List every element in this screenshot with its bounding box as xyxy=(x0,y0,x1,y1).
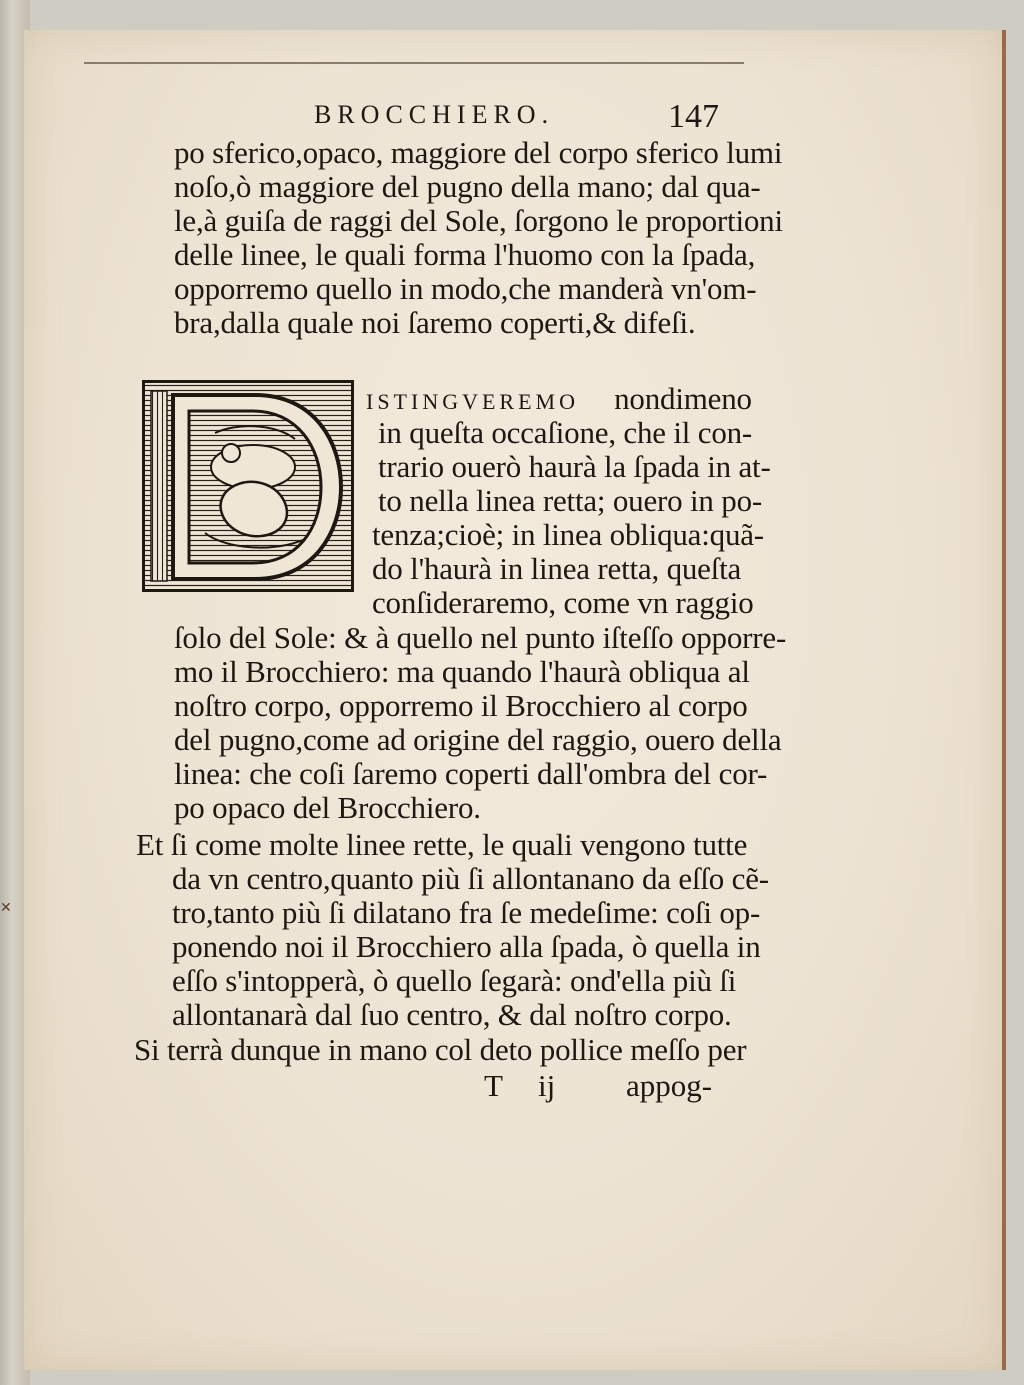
text-line: noſo,ò maggiore del pugno della mano; dal qua- xyxy=(174,169,761,204)
text-line: da vn centro,quanto più ſi allontanano da eſſo cẽ- xyxy=(172,861,769,896)
decorated-initial-d xyxy=(142,380,354,592)
text-line: in queſta occaſione, che il con- xyxy=(378,415,753,450)
text-line: ſolo del Sole: & à quello nel punto iſteſſo opporre- xyxy=(174,620,787,655)
text-line: to nella linea retta; ouero in po- xyxy=(378,483,762,518)
text-line: del pugno,come ad origine del raggio, ouero della xyxy=(174,722,782,757)
initial-caps-word: ISTINGVEREMO xyxy=(366,389,579,414)
woodcut-illustration xyxy=(145,383,351,589)
text-line: conſideraremo, come vn raggio xyxy=(372,585,754,620)
text-line: opporremo quello in modo,che manderà vn'om- xyxy=(174,271,757,306)
text-line xyxy=(366,382,752,416)
text-line: trario ouerò haurà la ſpada in at- xyxy=(378,449,771,484)
first-line-text: nondimeno xyxy=(614,381,752,416)
text-line: noſtro corpo, opporremo il Brocchiero al corpo xyxy=(174,688,748,723)
catchword: appog- xyxy=(626,1068,713,1103)
page-top-rule xyxy=(84,62,744,64)
text-line: do l'haurà in linea retta, queſta xyxy=(372,551,742,586)
text-line: allontanarà dal ſuo centro, & dal noſtro corpo. xyxy=(172,997,732,1032)
text-line: eſſo s'intopperà, ò quello ſegarà: ond'ella più ſi xyxy=(172,963,737,998)
running-header-title: BROCCHIERO. xyxy=(314,100,555,129)
text-line: le,à guiſa de raggi del Sole, ſorgono le proportioni xyxy=(174,203,783,238)
text-line: delle linee, le quali forma l'huomo con la ſpada, xyxy=(174,237,756,272)
text-line: linea: che coſi ſaremo coperti dall'ombra del cor- xyxy=(174,756,768,791)
text-line: Si terrà dunque in mano col deto pollice meſſo per xyxy=(134,1032,747,1067)
signature-number: ij xyxy=(538,1068,556,1103)
signature-mark: T xyxy=(484,1068,503,1103)
page-number: 147 xyxy=(668,98,719,135)
text-line: tenza;cioè; in linea obliqua:quã- xyxy=(372,517,764,552)
text-line: po opaco del Brocchiero. xyxy=(174,790,481,825)
text-line: Et ſi come molte linee rette, le quali vengono tutte xyxy=(136,827,748,862)
text-line: mo il Brocchiero: ma quando l'haurà obliqua al xyxy=(174,654,750,689)
text-line: ponendo noi il Brocchiero alla ſpada, ò quella in xyxy=(172,929,761,964)
text-line: tro,tanto più ſi dilatano fra ſe medeſime: coſi op- xyxy=(172,895,761,930)
binding-thread-mark: ✕ xyxy=(0,900,12,916)
text-line: po sferico,opaco, maggiore del corpo sferico lumi xyxy=(174,135,783,170)
text-line: bra,dalla quale noi ſaremo coperti,& difeſi. xyxy=(174,305,696,340)
